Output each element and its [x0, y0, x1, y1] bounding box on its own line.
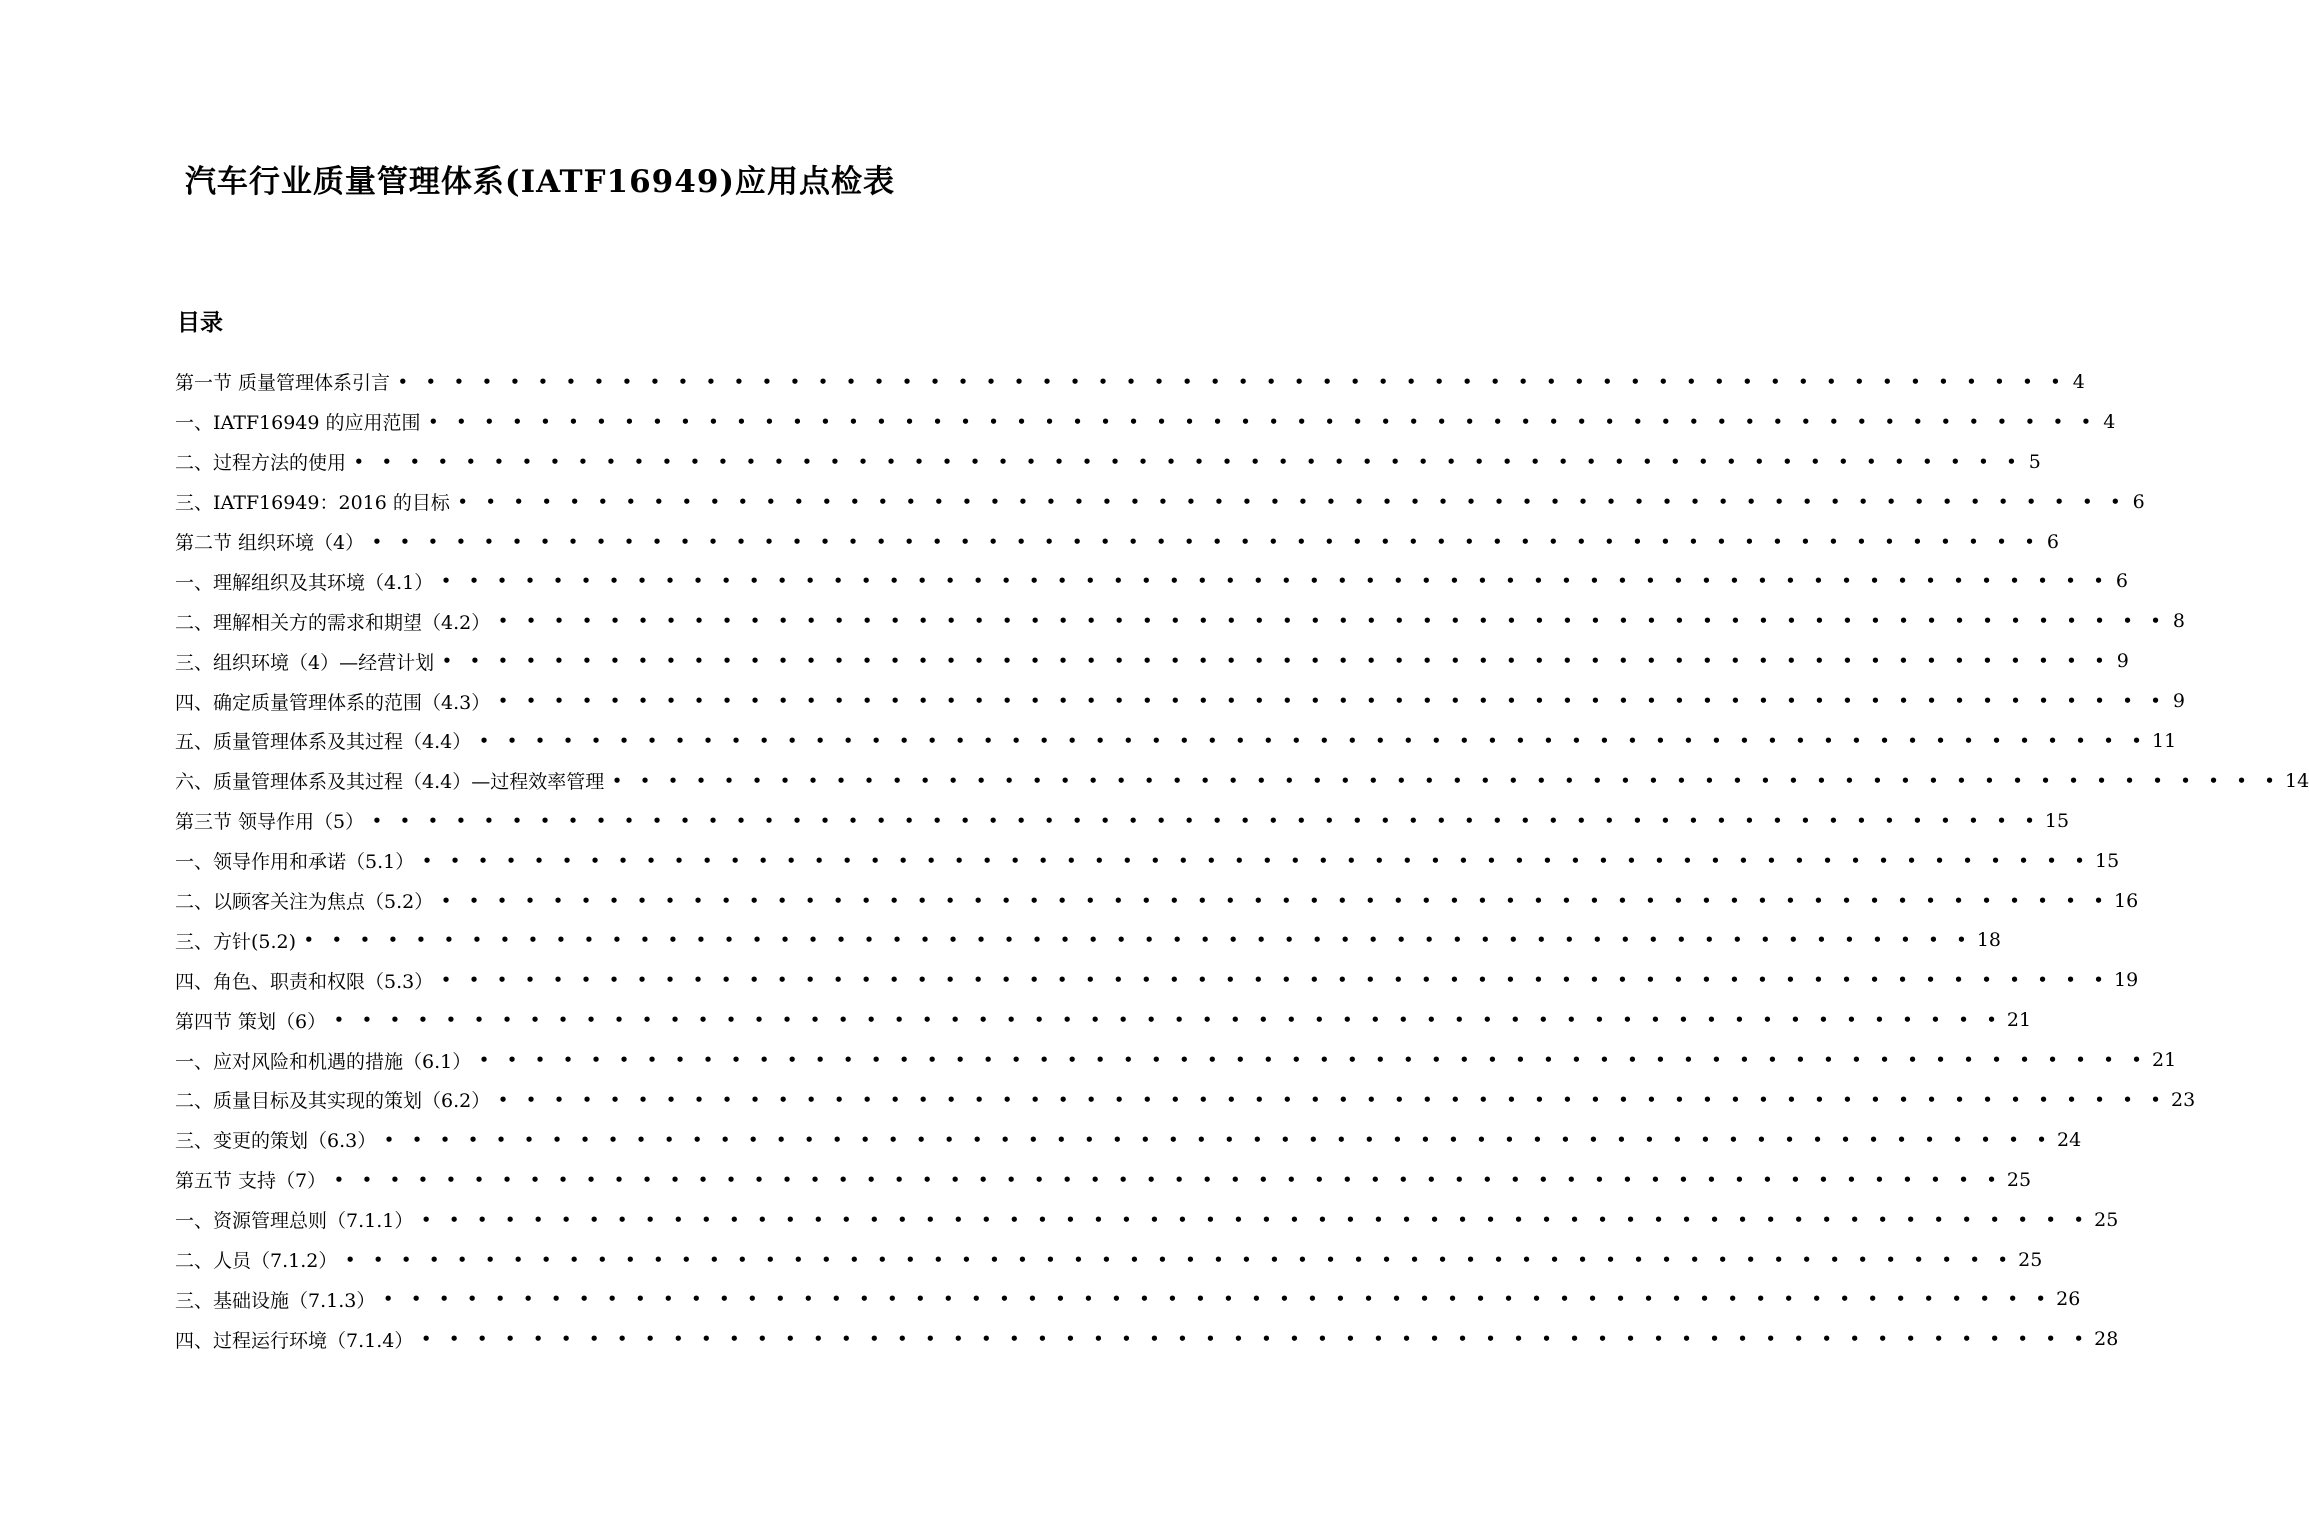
toc-dot-leader: • • • • • • • • • • • • • • • • • • • • • • • • • • • • • • • • • • • • • • • • • • • • • • • • • • • • • • • • • • • • [612, 771, 2281, 790]
toc-entry-label: 六、质量管理体系及其过程（4.4）—过程效率管理 [175, 771, 605, 794]
toc-dot-leader: • • • • • • • • • • • • • • • • • • • • • • • • • • • • • • • • • • • • • • • • • • • • • • • • • • • • • • • • • • • • [441, 891, 2110, 910]
toc-entry[interactable] [175, 841, 2120, 881]
toc-dot-leader: • • • • • • • • • • • • • • • • • • • • • • • • • • • • • • • • • • • • • • • • • • • • • • • • • • • • • • • • • • • • [479, 731, 2148, 750]
table-of-contents [175, 362, 2309, 1359]
toc-entry-page-number: 28 [2094, 1328, 2119, 1351]
toc-dot-leader: • • • • • • • • • • • • • • • • • • • • • • • • • • • • • • • • • • • • • • • • • • • • • • • • • • • • • • • • • • • • [421, 1330, 2091, 1349]
toc-entry[interactable] [175, 1200, 2119, 1240]
toc-entry[interactable] [175, 721, 2177, 761]
toc-entry[interactable] [175, 881, 2139, 921]
toc-entry-page-number: 24 [2056, 1128, 2082, 1151]
toc-entry-label: 一、领导作用和承诺（5.1） [175, 851, 415, 874]
toc-dot-leader: • • • • • • • • • • • • • • • • • • • • • • • • • • • • • • • • • • • • • • • • • • • • • • • • • • • • • • • • • • • • [304, 931, 1973, 950]
toc-dot-leader: • • • • • • • • • • • • • • • • • • • • • • • • • • • • • • • • • • • • • • • • • • • • • • • • • • • • • • • • • • • • [398, 372, 2067, 391]
toc-entry-label: 第五节 支持（7） [175, 1170, 327, 1193]
toc-entry-page-number: 23 [2170, 1088, 2196, 1111]
toc-dot-leader: • • • • • • • • • • • • • • • • • • • • • • • • • • • • • • • • • • • • • • • • • • • • • • • • • • • • • • • • • • • • [441, 971, 2110, 990]
toc-entry-label: 二、质量目标及其实现的策划（6.2） [175, 1090, 491, 1113]
toc-entry-page-number: 15 [2044, 809, 2070, 832]
toc-dot-leader: • • • • • • • • • • • • • • • • • • • • • • • • • • • • • • • • • • • • • • • • • • • • • • • • • • • • • • • • • • • • [384, 1130, 2053, 1149]
toc-entry-label: 一、资源管理总则（7.1.1） [175, 1210, 414, 1233]
toc-entry-label: 四、过程运行环境（7.1.4） [175, 1329, 414, 1352]
toc-entry-label: 三、基础设施（7.1.3） [175, 1289, 376, 1312]
toc-entry-label: 一、理解组织及其环境（4.1） [175, 571, 434, 594]
toc-dot-leader: • • • • • • • • • • • • • • • • • • • • • • • • • • • • • • • • • • • • • • • • • • • • • • • • • • • • • • • • • • • • [345, 1250, 2015, 1269]
toc-entry-label: 三、变更的策划（6.3） [175, 1130, 377, 1153]
toc-entry-label: 二、过程方法的使用 [175, 452, 347, 475]
toc-entry-label: 五、质量管理体系及其过程（4.4） [175, 731, 472, 754]
toc-dot-leader: • • • • • • • • • • • • • • • • • • • • • • • • • • • • • • • • • • • • • • • • • • • • • • • • • • • • • • • • • • • • [383, 1290, 2053, 1309]
toc-entry[interactable] [175, 1040, 2177, 1080]
toc-entry[interactable] [175, 1000, 2032, 1040]
toc-entry-page-number: 9 [2116, 650, 2129, 673]
document-title: 汽车行业质量管理体系(IATF16949)应用点检表 [184, 164, 896, 200]
toc-entry-page-number: 25 [2006, 1168, 2032, 1191]
toc-entry[interactable] [175, 681, 2185, 721]
toc-entry-label: 三、组织环境（4）—经营计划 [175, 651, 435, 674]
toc-entry[interactable] [175, 1080, 2196, 1120]
toc-dot-leader: • • • • • • • • • • • • • • • • • • • • • • • • • • • • • • • • • • • • • • • • • • • • • • • • • • • • • • • • • • • • [422, 851, 2091, 870]
toc-entry-page-number: 6 [2046, 530, 2059, 553]
toc-entry-label: 第三节 领导作用（5） [175, 811, 365, 834]
toc-entry-page-number: 11 [2151, 729, 2177, 752]
toc-dot-leader: • • • • • • • • • • • • • • • • • • • • • • • • • • • • • • • • • • • • • • • • • • • • • • • • • • • • • • • • • • • • [442, 652, 2111, 671]
toc-entry[interactable] [175, 561, 2128, 601]
toc-entry[interactable] [175, 1160, 2032, 1200]
toc-entry-page-number: 14 [2284, 769, 2309, 792]
toc-dot-leader: • • • • • • • • • • • • • • • • • • • • • • • • • • • • • • • • • • • • • • • • • • • • • • • • • • • • • • • • • • • • [498, 612, 2167, 631]
toc-entry-label: 三、IATF16949：2016 的目标 [175, 492, 450, 515]
toc-entry-label: 第一节 质量管理体系引言 [175, 372, 391, 395]
toc-entry[interactable] [175, 442, 2041, 482]
toc-entry[interactable] [175, 761, 2309, 801]
toc-entry[interactable] [175, 960, 2139, 1000]
toc-dot-leader: • • • • • • • • • • • • • • • • • • • • • • • • • • • • • • • • • • • • • • • • • • • • • • • • • • • • • • • • • • • • [334, 1170, 2003, 1189]
toc-dot-leader: • • • • • • • • • • • • • • • • • • • • • • • • • • • • • • • • • • • • • • • • • • • • • • • • • • • • • • • • • • • • [498, 692, 2167, 711]
toc-entry-label: 三、方针(5.2) [175, 930, 297, 953]
toc-entry-label: 二、人员（7.1.2） [175, 1250, 338, 1273]
toc-entry[interactable] [175, 1279, 2081, 1319]
toc-entry[interactable] [175, 522, 2059, 562]
toc-entry-label: 一、IATF16949 的应用范围 [175, 412, 421, 435]
toc-entry-page-number: 21 [2151, 1049, 2177, 1072]
toc-dot-leader: • • • • • • • • • • • • • • • • • • • • • • • • • • • • • • • • • • • • • • • • • • • • • • • • • • • • • • • • • • • • [428, 412, 2098, 431]
toc-dot-leader: • • • • • • • • • • • • • • • • • • • • • • • • • • • • • • • • • • • • • • • • • • • • • • • • • • • • • • • • • • • • [441, 572, 2110, 591]
toc-entry[interactable] [175, 482, 2145, 522]
toc-entry[interactable] [175, 362, 2085, 402]
toc-entry[interactable] [175, 1319, 2119, 1359]
toc-entry-page-number: 18 [1976, 929, 2001, 952]
toc-entry-label: 四、角色、职责和权限（5.3） [175, 970, 434, 993]
toc-entry[interactable] [175, 641, 2129, 681]
toc-entry-page-number: 21 [2006, 1009, 2032, 1032]
toc-dot-leader: • • • • • • • • • • • • • • • • • • • • • • • • • • • • • • • • • • • • • • • • • • • • • • • • • • • • • • • • • • • • [479, 1051, 2148, 1070]
toc-entry-page-number: 25 [2094, 1208, 2119, 1231]
toc-entry-page-number: 4 [2072, 370, 2085, 393]
toc-entry[interactable] [175, 1240, 2043, 1280]
toc-dot-leader: • • • • • • • • • • • • • • • • • • • • • • • • • • • • • • • • • • • • • • • • • • • • • • • • • • • • • • • • • • • • [457, 492, 2127, 511]
toc-entry-page-number: 26 [2056, 1288, 2081, 1311]
toc-entry-page-number: 5 [2028, 450, 2041, 473]
toc-entry[interactable] [175, 1120, 2082, 1160]
toc-dot-leader: • • • • • • • • • • • • • • • • • • • • • • • • • • • • • • • • • • • • • • • • • • • • • • • • • • • • • • • • • • • • [354, 452, 2023, 471]
toc-entry-page-number: 15 [2094, 849, 2120, 872]
toc-entry-label: 二、以顾客关注为焦点（5.2） [175, 891, 434, 914]
toc-entry-page-number: 19 [2113, 969, 2139, 992]
toc-entry[interactable] [175, 801, 2070, 841]
toc-entry[interactable] [175, 601, 2185, 641]
toc-dot-leader: • • • • • • • • • • • • • • • • • • • • • • • • • • • • • • • • • • • • • • • • • • • • • • • • • • • • • • • • • • • • [372, 532, 2041, 551]
toc-entry-page-number: 4 [2103, 410, 2116, 433]
toc-entry-page-number: 8 [2172, 610, 2185, 633]
toc-entry-page-number: 6 [2132, 490, 2145, 513]
toc-heading: 目录 [177, 310, 223, 336]
toc-entry-label: 第二节 组织环境（4） [175, 532, 365, 554]
toc-dot-leader: • • • • • • • • • • • • • • • • • • • • • • • • • • • • • • • • • • • • • • • • • • • • • • • • • • • • • • • • • • • • [421, 1210, 2091, 1229]
toc-entry-page-number: 16 [2113, 889, 2139, 912]
toc-dot-leader: • • • • • • • • • • • • • • • • • • • • • • • • • • • • • • • • • • • • • • • • • • • • • • • • • • • • • • • • • • • • [372, 811, 2041, 830]
toc-entry-page-number: 25 [2018, 1248, 2043, 1271]
toc-entry[interactable] [175, 920, 2001, 960]
toc-entry-label: 第四节 策划（6） [175, 1010, 327, 1033]
toc-entry-label: 四、确定质量管理体系的范围（4.3） [175, 691, 491, 714]
toc-entry-page-number: 6 [2115, 570, 2128, 593]
toc-entry-label: 一、应对风险和机遇的措施（6.1） [175, 1050, 472, 1073]
toc-entry-page-number: 9 [2172, 690, 2185, 713]
toc-entry-label: 二、理解相关方的需求和期望（4.2） [175, 611, 491, 634]
toc-entry[interactable] [175, 402, 2116, 442]
toc-dot-leader: • • • • • • • • • • • • • • • • • • • • • • • • • • • • • • • • • • • • • • • • • • • • • • • • • • • • • • • • • • • • [334, 1011, 2003, 1030]
toc-dot-leader: • • • • • • • • • • • • • • • • • • • • • • • • • • • • • • • • • • • • • • • • • • • • • • • • • • • • • • • • • • • • [498, 1090, 2167, 1109]
